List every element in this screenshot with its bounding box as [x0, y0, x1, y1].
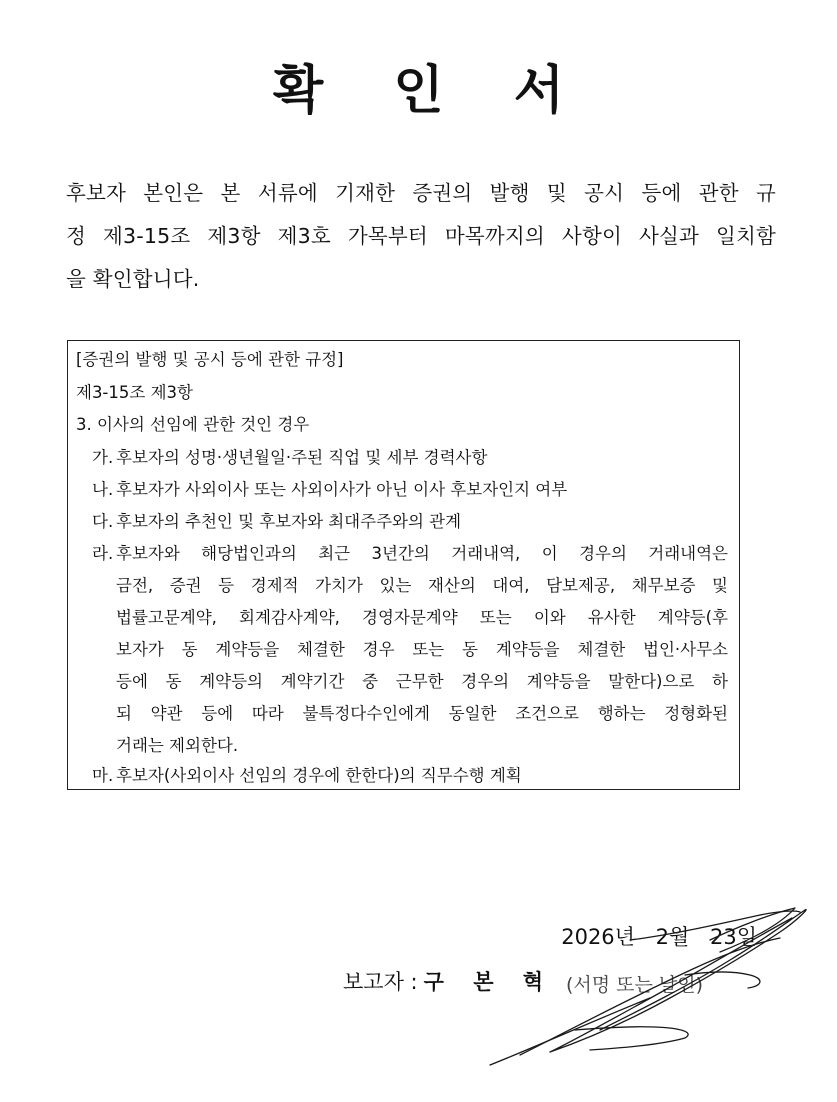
subitem-text: 후보자(사외이사 선임의 경우에 한한다)의 직무수행 계획: [116, 766, 522, 785]
regulation-box: [67, 340, 740, 790]
subitem-ga: [92, 447, 487, 469]
subitem-ra-line: 되 약관 등에 따라 불특정다수인에게 동일한 조건으로 행하는 정형화된: [116, 704, 728, 723]
subitem-label: 마.: [92, 766, 114, 785]
subitem-ra-line: 거래는 제외한다.: [116, 736, 239, 755]
document-title: 확 인 서: [273, 61, 590, 121]
date-month: 2월: [655, 925, 690, 949]
subitem-ra-line: 후보자와 해당법인과의 최근 3년간의 거래내역, 이 경우의 거래내역은: [116, 544, 728, 563]
subitem-na: [92, 479, 567, 501]
subitem-text: 후보자의 추천인 및 후보자와 최대주주와의 관계: [116, 512, 462, 531]
regulation-article: 제3-15조 제3항: [76, 383, 193, 402]
subitem-text: 후보자의 성명·생년월일·주된 직업 및 세부 경력사항: [116, 448, 488, 467]
subitem-label: 가.: [92, 448, 114, 467]
regulation-item: 3. 이사의 선임에 관한 것인 경우: [76, 415, 310, 434]
handwritten-signature: [480, 880, 820, 1070]
subitem-ma: [92, 765, 522, 787]
confirmation-statement: [66, 180, 776, 309]
date-year: 2026년: [561, 925, 635, 949]
reporter-label: 보고자 :: [343, 970, 418, 994]
subitem-ra-label: 라.: [92, 544, 114, 563]
statement-line: 정 제3-15조 제3항 제3호 가목부터 마목까지의 사항이 사실과 일치함: [66, 224, 776, 248]
reporter-name: 구 본 혁: [423, 970, 555, 994]
date-day: 23일: [709, 925, 757, 949]
regulation-header: [증권의 발행 및 공시 등에 관한 규정]: [76, 350, 344, 369]
statement-line: 후보자 본인은 본 서류에 기재한 증권의 발행 및 공시 등에 관한 규: [66, 181, 776, 205]
statement-line: 을 확인합니다.: [66, 267, 200, 291]
subitem-text: 후보자가 사외이사 또는 사외이사가 아닌 이사 후보자인지 여부: [116, 480, 568, 499]
subitem-label: 나.: [92, 480, 114, 499]
sign-note: (서명 또는 날인): [566, 974, 704, 996]
subitem-da: [92, 511, 461, 533]
subitem-ra-line: 법률고문계약, 회계감사계약, 경영자문계약 또는 이와 유사한 계약등(후: [116, 608, 728, 627]
subitem-ra-line: 보자가 동 계약등을 체결한 경우 또는 동 계약등을 체결한 법인·사무소: [116, 640, 728, 659]
subitem-ra-line: 등에 동 계약등의 계약기간 중 근무한 경우의 계약등을 말한다)으로 하: [116, 672, 728, 691]
subitem-label: 다.: [92, 512, 114, 531]
subitem-ra-line: 금전, 증권 등 경제적 가치가 있는 재산의 대여, 담보제공, 채무보증 및: [116, 576, 728, 595]
